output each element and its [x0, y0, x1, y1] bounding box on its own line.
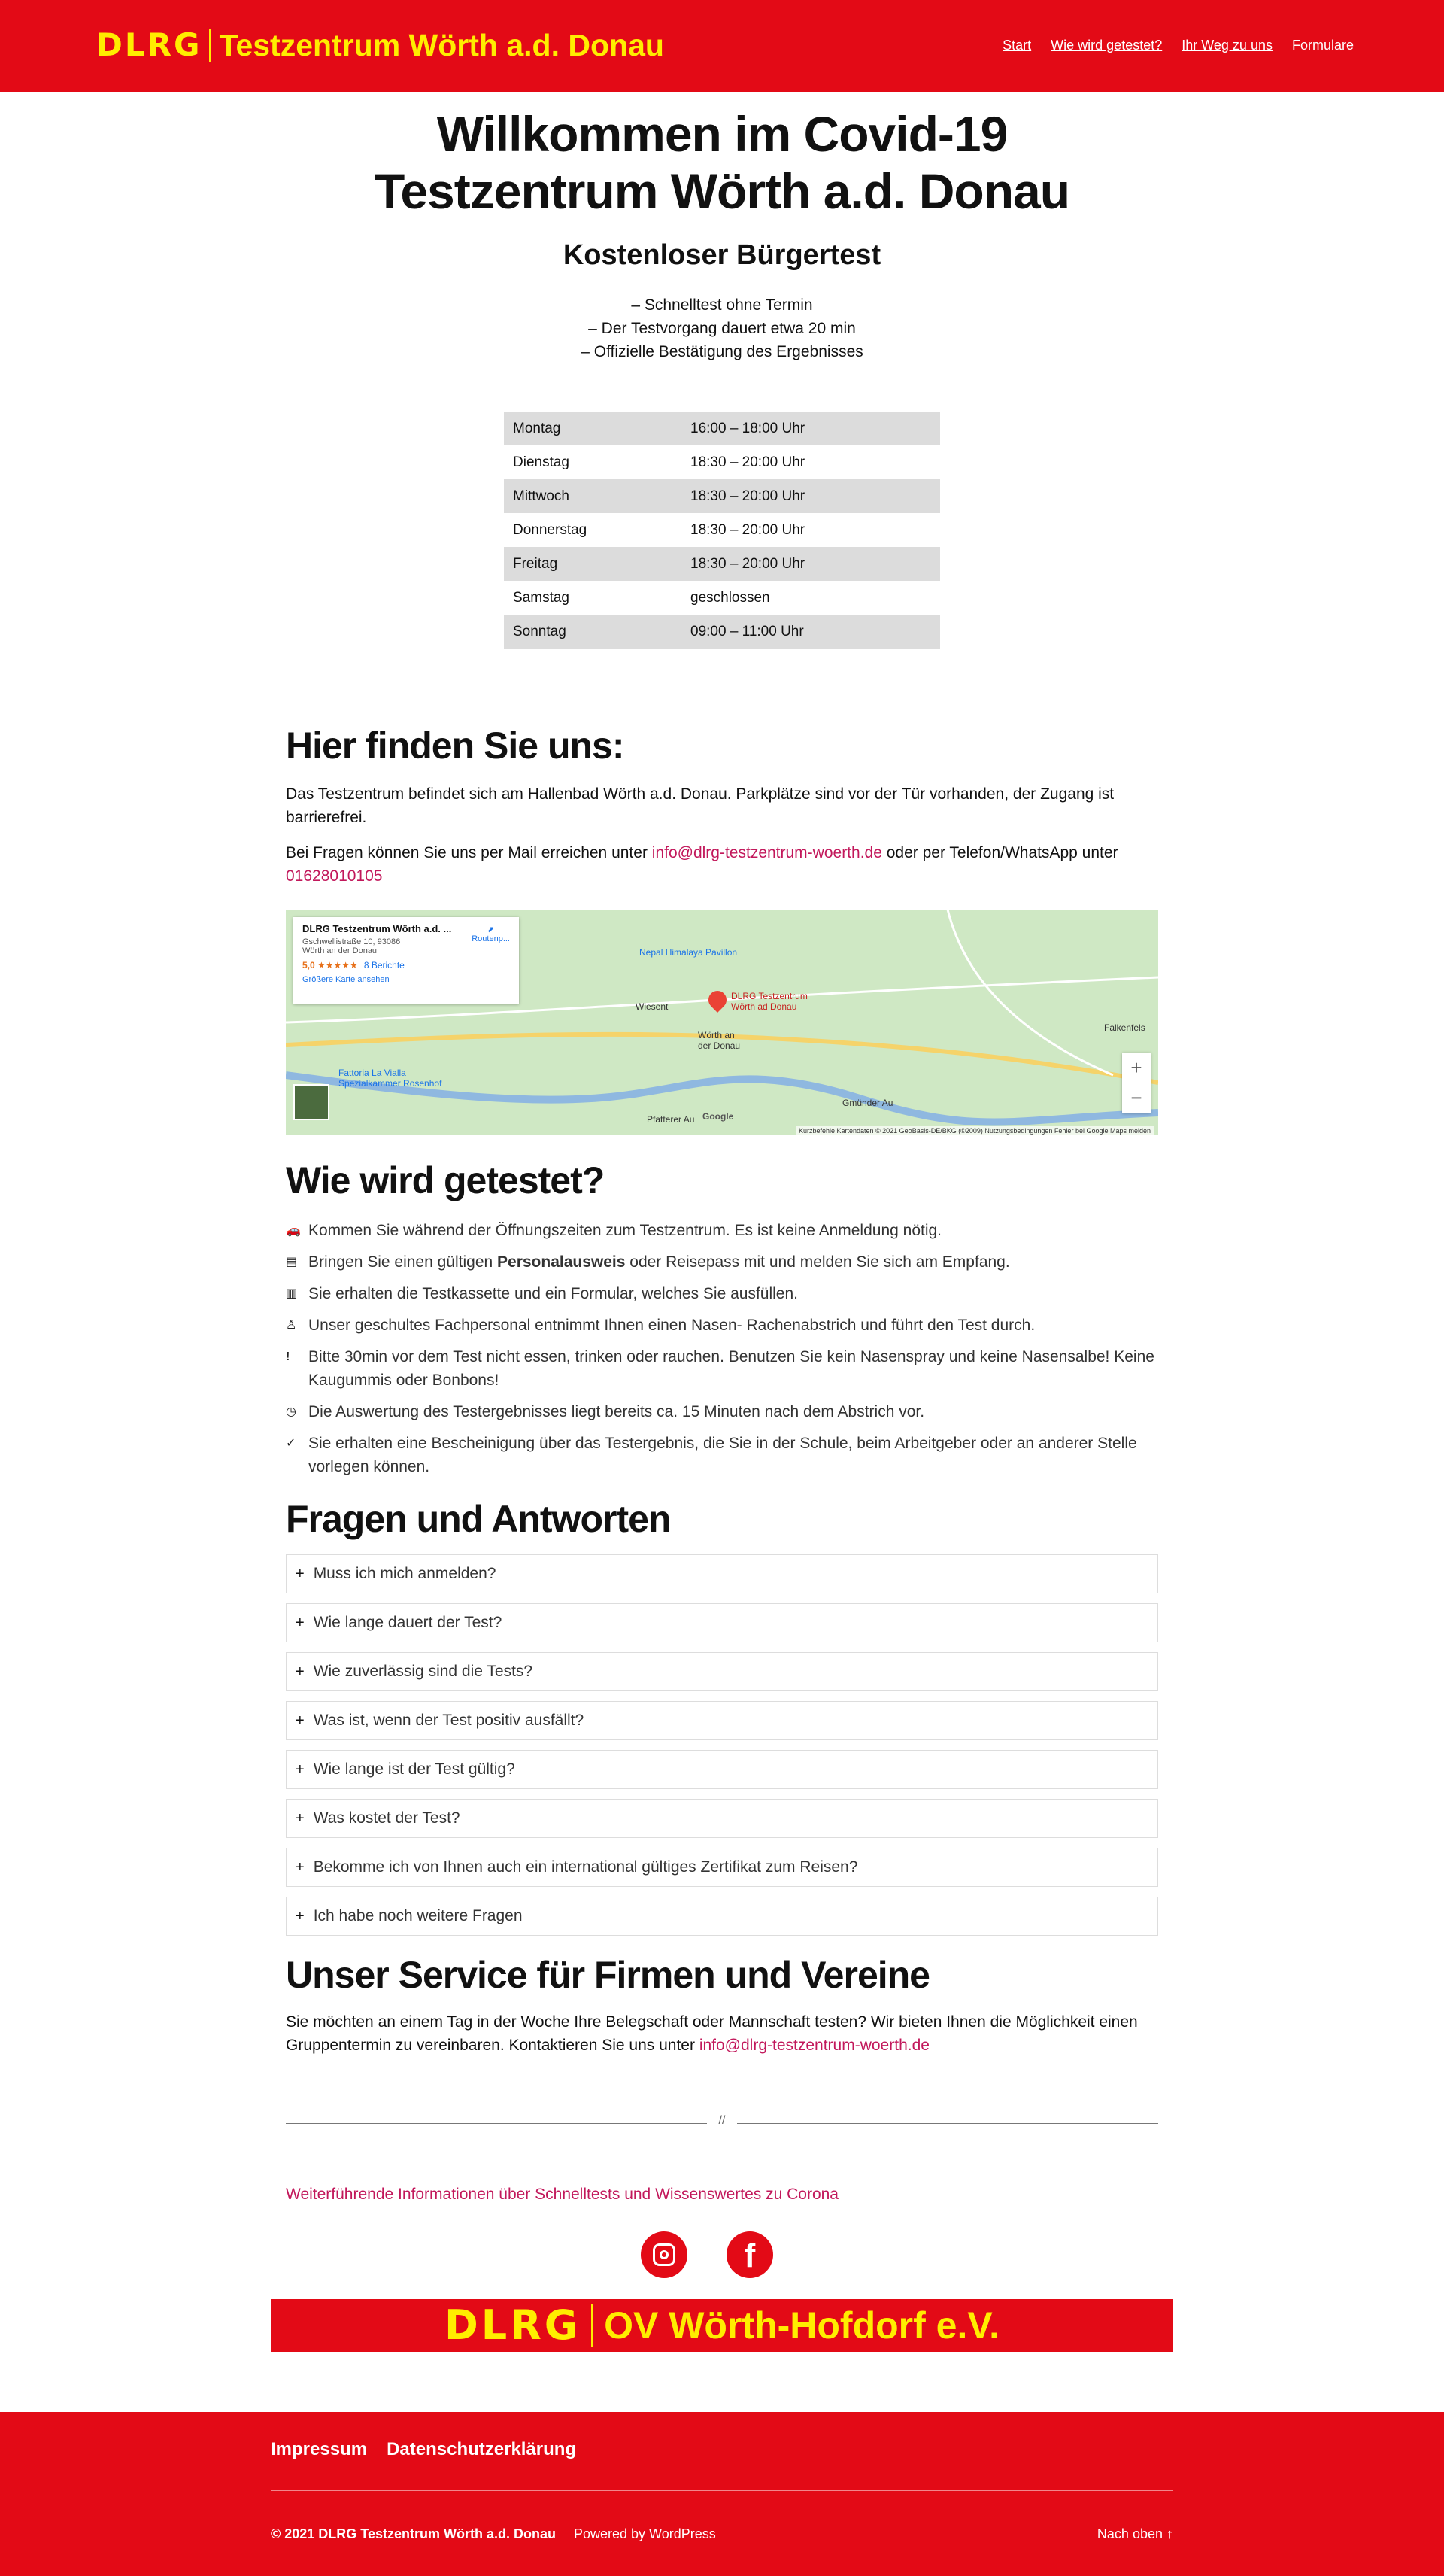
id-card-icon: ▤	[286, 1256, 298, 1268]
map-attribution: Kurzbefehle Kartendaten © 2021 GeoBasis-DE/BKG (©2009) Nutzungsbedingungen Fehler bei Google Maps melden	[796, 1126, 1154, 1135]
banner-text: OV Wörth-Hofdorf e.V.	[604, 2304, 1000, 2347]
social-links	[641, 2231, 773, 2278]
larger-map-link[interactable]: Größere Karte ansehen	[302, 975, 390, 984]
contact-pre: Bei Fragen können Sie uns per Mail erreichen unter	[286, 844, 652, 861]
hero-bullets	[0, 293, 1444, 363]
time-cell: 16:00 – 18:00 Uhr	[681, 412, 940, 445]
list-item	[286, 1432, 1158, 1478]
location-section	[286, 724, 1158, 888]
faq-question: Ich habe noch weitere Fragen	[313, 1907, 523, 1924]
day-cell: Dienstag	[513, 454, 569, 470]
table-row	[504, 547, 940, 581]
map-place-label: Fattoria La Vialla Spezialkammer Rosenhof	[338, 1068, 442, 1089]
list-item	[286, 1250, 1158, 1274]
faq-item[interactable]	[286, 1848, 1158, 1887]
list-item	[286, 1345, 1158, 1392]
step-text: Kommen Sie während der Öffnungszeiten zum Testzentrum. Es ist keine Anmeldung nötig.	[308, 1222, 942, 1239]
day-cell: Samstag	[513, 589, 569, 606]
faq-section	[286, 1497, 1158, 1946]
plus-icon: +	[296, 1663, 305, 1680]
time-cell: 09:00 – 11:00 Uhr	[681, 615, 940, 649]
powered-by[interactable]: Powered by WordPress	[574, 2526, 716, 2541]
step-text-bold: Personalausweis	[497, 1253, 626, 1271]
info-link[interactable]: Weiterführende Informationen über Schnelltests und Wissenswertes zu Corona	[286, 2186, 839, 2203]
time-cell: 18:30 – 20:00 Uhr	[690, 454, 805, 470]
clock-icon: ◷	[286, 1405, 296, 1418]
route-button[interactable]	[472, 925, 510, 943]
nav-formulare[interactable]: Formulare	[1291, 38, 1354, 53]
ov-banner	[271, 2299, 1173, 2352]
exclamation-icon: !	[286, 1350, 290, 1363]
time-cell: geschlossen	[690, 589, 770, 606]
map-place-label: Falkenfels	[1104, 1022, 1145, 1033]
faq-item[interactable]	[286, 1799, 1158, 1838]
plus-icon: +	[296, 1809, 305, 1827]
faq-question: Was ist, wenn der Test positiv ausfällt?	[313, 1712, 584, 1729]
faq-question: Muss ich mich anmelden?	[313, 1565, 496, 1582]
hero-bullet: – Schnelltest ohne Termin	[631, 296, 813, 314]
footer-divider	[271, 2490, 1173, 2491]
banner-separator	[591, 2304, 593, 2347]
facebook-icon: f	[744, 2237, 756, 2274]
form-icon: ▥	[286, 1287, 298, 1300]
opening-hours-table	[504, 412, 940, 649]
day-cell: Freitag	[504, 547, 681, 581]
faq-question: Was kostet der Test?	[313, 1809, 460, 1827]
reviews-link[interactable]: 8 Berichte	[363, 960, 405, 971]
map-place-label: Pfatterer Au	[647, 1114, 695, 1125]
plus-icon: +	[296, 1760, 305, 1778]
site-brand[interactable]	[96, 27, 664, 63]
page-title-line2: Testzentrum Wörth a.d. Donau	[374, 163, 1070, 219]
nav-wie-wird-getestet[interactable]: Wie wird getestet?	[1051, 38, 1163, 53]
table-row	[504, 513, 940, 547]
list-item	[286, 1282, 1158, 1305]
faq-question: Bekomme ich von Ihnen auch ein international gültiges Zertifikat zum Reisen?	[313, 1858, 858, 1876]
faq-question: Wie lange ist der Test gültig?	[313, 1760, 515, 1778]
step-text: Sie erhalten die Testkassette und ein Formular, welches Sie ausfüllen.	[308, 1285, 798, 1302]
zoom-out-button[interactable]: −	[1130, 1086, 1142, 1109]
table-row	[504, 445, 940, 479]
plus-icon: +	[296, 1614, 305, 1631]
location-heading: Hier finden Sie uns:	[286, 724, 624, 767]
faq-item[interactable]	[286, 1603, 1158, 1642]
day-cell: Sonntag	[504, 615, 681, 649]
medic-icon: ♙	[286, 1319, 297, 1332]
service-heading: Unser Service für Firmen und Vereine	[286, 1954, 930, 1996]
google-map[interactable]	[286, 910, 1158, 1135]
map-satellite-toggle[interactable]	[293, 1084, 329, 1120]
check-icon: ✓	[286, 1437, 296, 1450]
service-text	[286, 2010, 1158, 2057]
step-text	[308, 1250, 1010, 1274]
list-item	[286, 1400, 1158, 1423]
table-row	[504, 479, 940, 513]
map-place-label: Wörth an der Donau	[698, 1030, 741, 1051]
location-text: Das Testzentrum befindet sich am Hallenbad Wörth a.d. Donau. Parkplätze sind vor der Tür vorhanden, der Zugang ist barrierefrei.	[286, 785, 1115, 826]
step-text-pre: Bringen Sie einen gültigen	[308, 1253, 498, 1271]
pin-label: DLRG Testzentrum Wörth ad Donau	[731, 991, 808, 1012]
list-item	[286, 1219, 1158, 1242]
time-cell: 18:30 – 20:00 Uhr	[681, 547, 940, 581]
faq-question: Wie zuverlässig sind die Tests?	[313, 1663, 533, 1680]
day-cell: Mittwoch	[504, 479, 681, 513]
time-cell: 18:30 – 20:00 Uhr	[681, 479, 940, 513]
table-row	[504, 581, 940, 615]
table-row	[504, 412, 940, 445]
faq-item[interactable]	[286, 1554, 1158, 1593]
faq-item[interactable]	[286, 1750, 1158, 1789]
faq-list	[286, 1554, 1158, 1936]
faq-heading: Fragen und Antworten	[286, 1498, 671, 1540]
page-title-line1: Willkommen im Covid-19	[436, 106, 1008, 162]
instagram-button[interactable]	[641, 2231, 687, 2278]
logo-separator	[209, 29, 211, 62]
day-cell: Donnerstag	[513, 521, 587, 538]
contact-mid: oder per Telefon/WhatsApp unter	[881, 844, 1118, 861]
google-logo: Google	[702, 1111, 734, 1122]
step-text: Die Auswertung des Testergebnisses liegt bereits ca. 15 Minuten nach dem Abstrich vor.	[308, 1403, 925, 1420]
facebook-button[interactable]	[727, 2231, 773, 2278]
service-text-body: Sie möchten an einem Tag in der Woche Ihre Belegschaft oder Mannschaft testen? Wir bieten Ihnen die Möglichkeit einen Gruppentermin zu vereinbaren. Kontaktieren Sie uns unter	[286, 2013, 1138, 2054]
map-card-rating	[302, 960, 510, 971]
impressum-link[interactable]: Impressum	[271, 2439, 368, 2459]
map-place-label: Gmünder Au	[842, 1098, 893, 1108]
directions-icon: ⬈	[487, 925, 495, 934]
map-place-label: Wiesent	[636, 1001, 669, 1012]
contact-text	[286, 841, 1158, 888]
nav-ihr-weg-zu-uns[interactable]: Ihr Weg zu uns	[1182, 38, 1273, 53]
main-nav	[1003, 38, 1354, 53]
step-text: Bitte 30min vor dem Test nicht essen, trinken oder rauchen. Benutzen Sie kein Nasenspray und keine Nasensalbe! Keine Kaugummis oder Bonbons!	[308, 1348, 1154, 1389]
site-footer	[0, 2412, 1444, 2576]
hero-bullet: – Der Testvorgang dauert etwa 20 min	[588, 320, 856, 337]
service-section	[286, 1953, 1158, 2057]
steps-section	[286, 1159, 1158, 1487]
rating-stars: 5,0 ★★★★★	[302, 960, 358, 971]
hero-bullet: – Offizielle Bestätigung des Ergebnisses	[581, 343, 863, 360]
faq-question: Wie lange dauert der Test?	[313, 1614, 502, 1631]
copyright[interactable]: © 2021 DLRG Testzentrum Wörth a.d. Donau	[271, 2526, 556, 2541]
step-text: Sie erhalten eine Bescheinigung über das Testergebnis, die Sie in der Schule, beim Arbeitgeber oder an anderer Stelle vorlegen können.	[308, 1435, 1137, 1475]
steps-heading: Wie wird getestet?	[286, 1159, 605, 1201]
phone-link[interactable]: 01628010105	[286, 867, 383, 885]
step-text: Unser geschultes Fachpersonal entnimmt Ihnen einen Nasen- Rachenabstrich und führt den Test durch.	[308, 1317, 1036, 1334]
faq-item[interactable]	[286, 1652, 1158, 1691]
email-link[interactable]: info@dlrg-testzentrum-woerth.de	[651, 844, 882, 861]
separator-mark: //	[707, 2114, 737, 2128]
day-cell: Montag	[504, 412, 681, 445]
instagram-icon	[653, 2243, 675, 2266]
map-card-address: Gschwellistraße 10, 93086 Wörth an der Donau	[302, 937, 401, 955]
step-text-post: oder Reisepass mit und melden Sie sich am Empfang.	[625, 1253, 1010, 1271]
faq-item[interactable]	[286, 1897, 1158, 1936]
map-card-title: DLRG Testzentrum Wörth a.d. ...	[302, 923, 452, 934]
faq-item[interactable]	[286, 1701, 1158, 1740]
hero-subtitle: Kostenloser Bürgertest	[563, 239, 881, 271]
steps-list	[286, 1219, 1158, 1478]
plus-icon: +	[296, 1907, 305, 1924]
list-item	[286, 1314, 1158, 1337]
zoom-in-button[interactable]: +	[1130, 1056, 1142, 1079]
plus-icon: +	[296, 1565, 305, 1582]
site-header	[0, 0, 1444, 92]
car-icon: 🚗	[286, 1224, 301, 1237]
plus-icon: +	[296, 1712, 305, 1729]
footer-links	[271, 2439, 576, 2460]
info-link-wrap	[286, 2186, 1158, 2204]
datenschutz-link[interactable]: Datenschutzerklärung	[387, 2439, 577, 2459]
route-label: Routenp...	[472, 934, 510, 943]
map-info-card	[293, 917, 519, 1004]
map-place-label: Nepal Himalaya Pavillon	[639, 947, 738, 958]
time-cell: 18:30 – 20:00 Uhr	[690, 521, 805, 538]
service-email-link[interactable]: info@dlrg-testzentrum-woerth.de	[699, 2037, 930, 2054]
page-title	[0, 105, 1444, 220]
dlrg-logo: DLRG	[96, 26, 202, 63]
zoom-controls	[1122, 1053, 1151, 1113]
table-row	[504, 615, 940, 649]
nav-start[interactable]: Start	[1003, 38, 1032, 53]
back-to-top[interactable]: Nach oben ↑	[1097, 2526, 1173, 2541]
banner-logo: DLRG	[444, 2301, 581, 2349]
plus-icon: +	[296, 1858, 305, 1876]
site-title[interactable]: Testzentrum Wörth a.d. Donau	[219, 28, 664, 62]
